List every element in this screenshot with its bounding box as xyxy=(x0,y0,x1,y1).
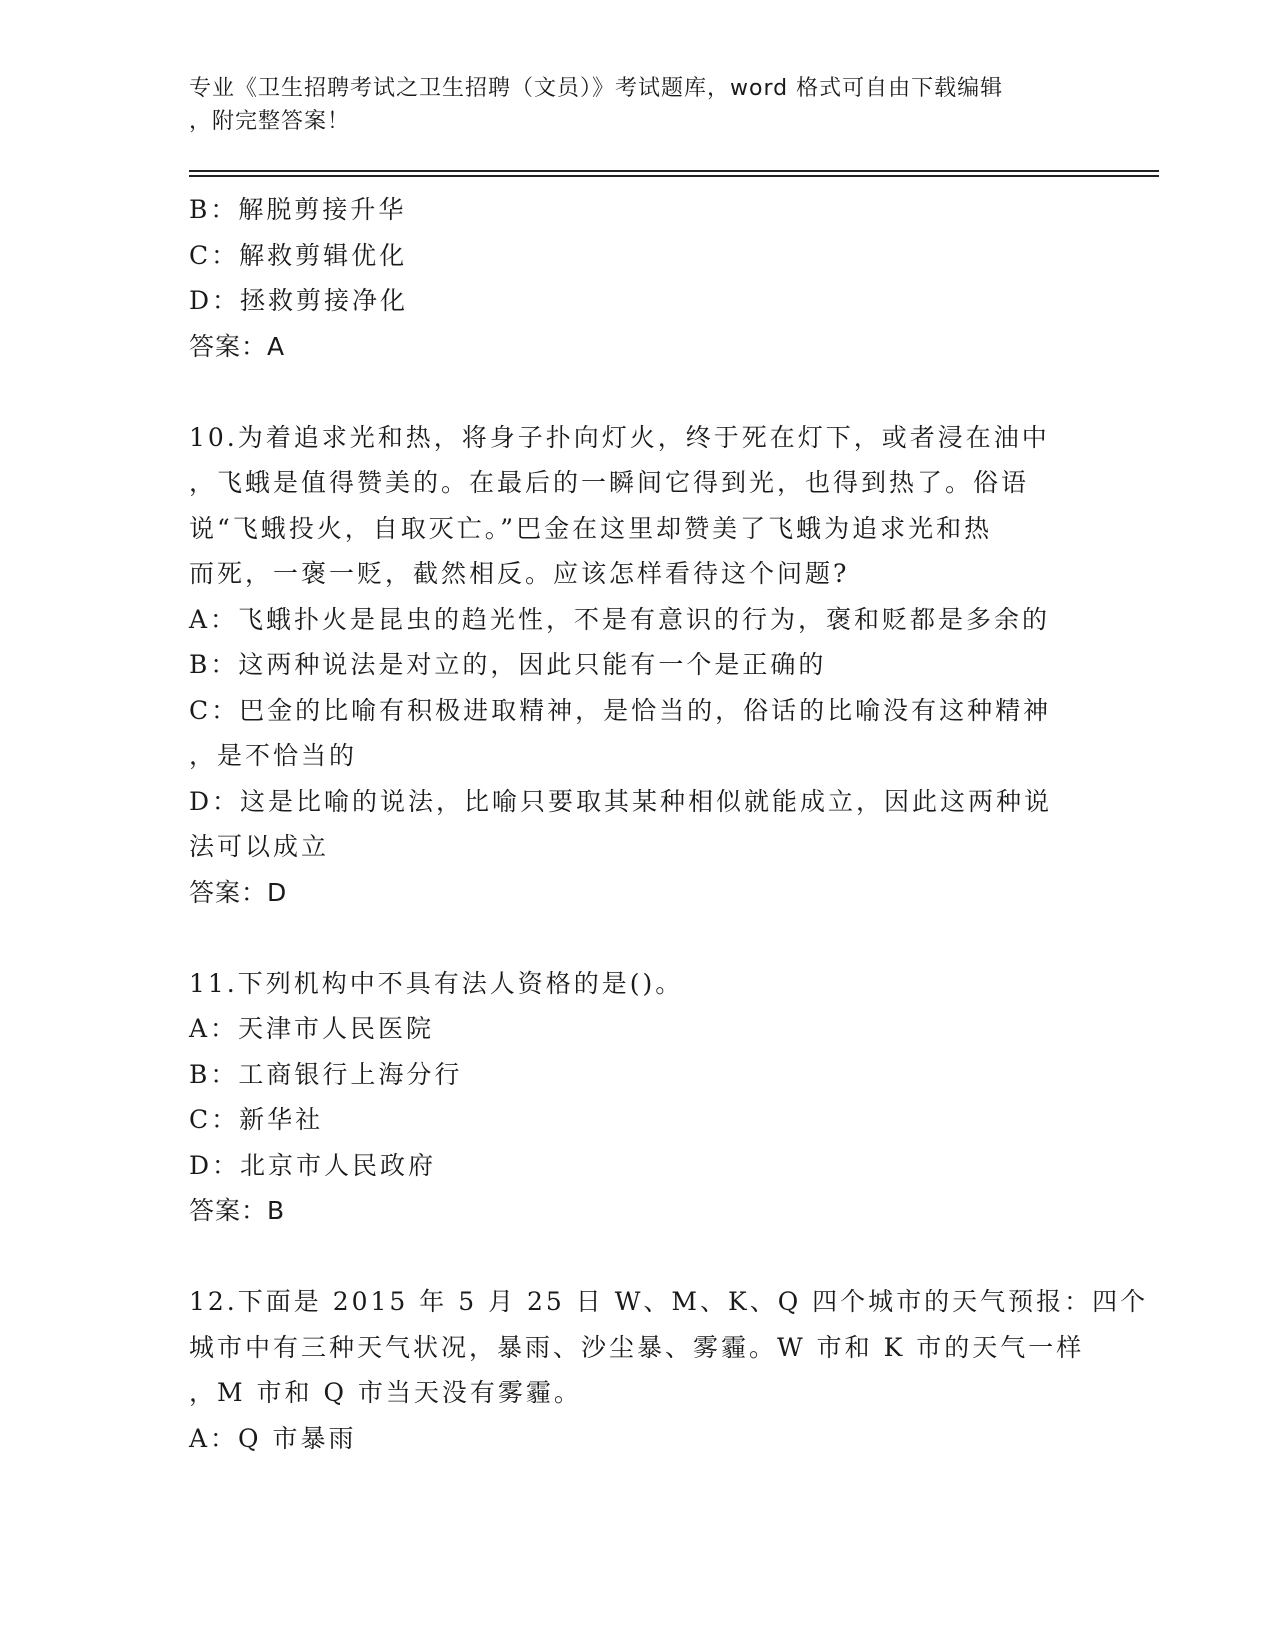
question-12 xyxy=(189,1279,1149,1461)
option-a: A：飞蛾扑火是昆虫的趋光性，不是有意识的行为，褒和贬都是多余的 xyxy=(189,604,1051,634)
question-stem-line: 而死，一褒一贬，截然相反。应该怎样看待这个问题? xyxy=(189,559,850,588)
option-d: D：北京市人民政府 xyxy=(189,1150,437,1180)
question-content xyxy=(189,187,1149,1461)
option-c: C：解救剪辑优化 xyxy=(189,240,408,270)
answer-line: 答案：D xyxy=(189,877,288,907)
question-stem-line: ，飞蛾是值得赞美的。在最后的一瞬间它得到光，也得到热了。俗语 xyxy=(189,468,1030,497)
option-d: D：这是比喻的说法，比喻只要取其某种相似就能成立，因此这两种说 xyxy=(189,786,1053,816)
question-stem-line: 12.下面是 2015 年 5 月 25 日 W、M、K、Q 四个城市的天气预报：四个 xyxy=(189,1287,1149,1316)
question-stem-line: 10.为着追求光和热，将身子扑向灯火，终于死在灯下，或者浸在油中 xyxy=(189,422,1050,452)
option-b: B：这两种说法是对立的，因此只能有一个是正确的 xyxy=(189,650,827,679)
spacer xyxy=(189,369,1089,415)
spacer xyxy=(189,915,1089,961)
previous-question-tail xyxy=(189,187,1089,369)
question-stem-line: 城市中有三种天气状况，暴雨、沙尘暴、雾霾。W 市和 K 市的天气一样 xyxy=(189,1332,1085,1362)
option-b: B：解脱剪接升华 xyxy=(189,195,407,224)
spacer xyxy=(189,1234,1089,1280)
option-b: B：工商银行上海分行 xyxy=(189,1059,463,1089)
header-divider-bottom xyxy=(189,175,1159,177)
option-a: A：Q 市暴雨 xyxy=(189,1423,357,1453)
answer-line: 答案：B xyxy=(189,1196,286,1225)
option-c: C：新华社 xyxy=(189,1105,324,1134)
question-11 xyxy=(189,961,1089,1234)
answer-line: 答案：A xyxy=(189,331,286,361)
page-header xyxy=(189,72,1089,138)
header-line-2: ，附完整答案！ xyxy=(189,109,351,134)
option-a: A：天津市人民医院 xyxy=(189,1014,435,1043)
option-d-continued: 法可以成立 xyxy=(189,832,330,861)
question-stem-line: 11.下列机构中不具有法人资格的是()。 xyxy=(189,968,684,998)
header-line-1: 专业《卫生招聘考试之卫生招聘（文员）》考试题库，word 格式可自由下载编辑 xyxy=(189,76,1004,101)
question-10 xyxy=(189,415,1089,916)
header-divider-top xyxy=(189,170,1159,172)
question-stem-line: ，M 市和 Q 市当天没有雾霾。 xyxy=(189,1378,582,1407)
option-c-continued: ，是不恰当的 xyxy=(189,741,358,770)
option-c: C：巴金的比喻有积极进取精神，是恰当的，俗话的比喻没有这种精神 xyxy=(189,695,1052,725)
option-d: D：拯救剪接净化 xyxy=(189,286,409,315)
question-stem-line: 说“飞蛾投火，自取灭亡。”巴金在这里却赞美了飞蛾为追求光和热 xyxy=(189,513,993,543)
